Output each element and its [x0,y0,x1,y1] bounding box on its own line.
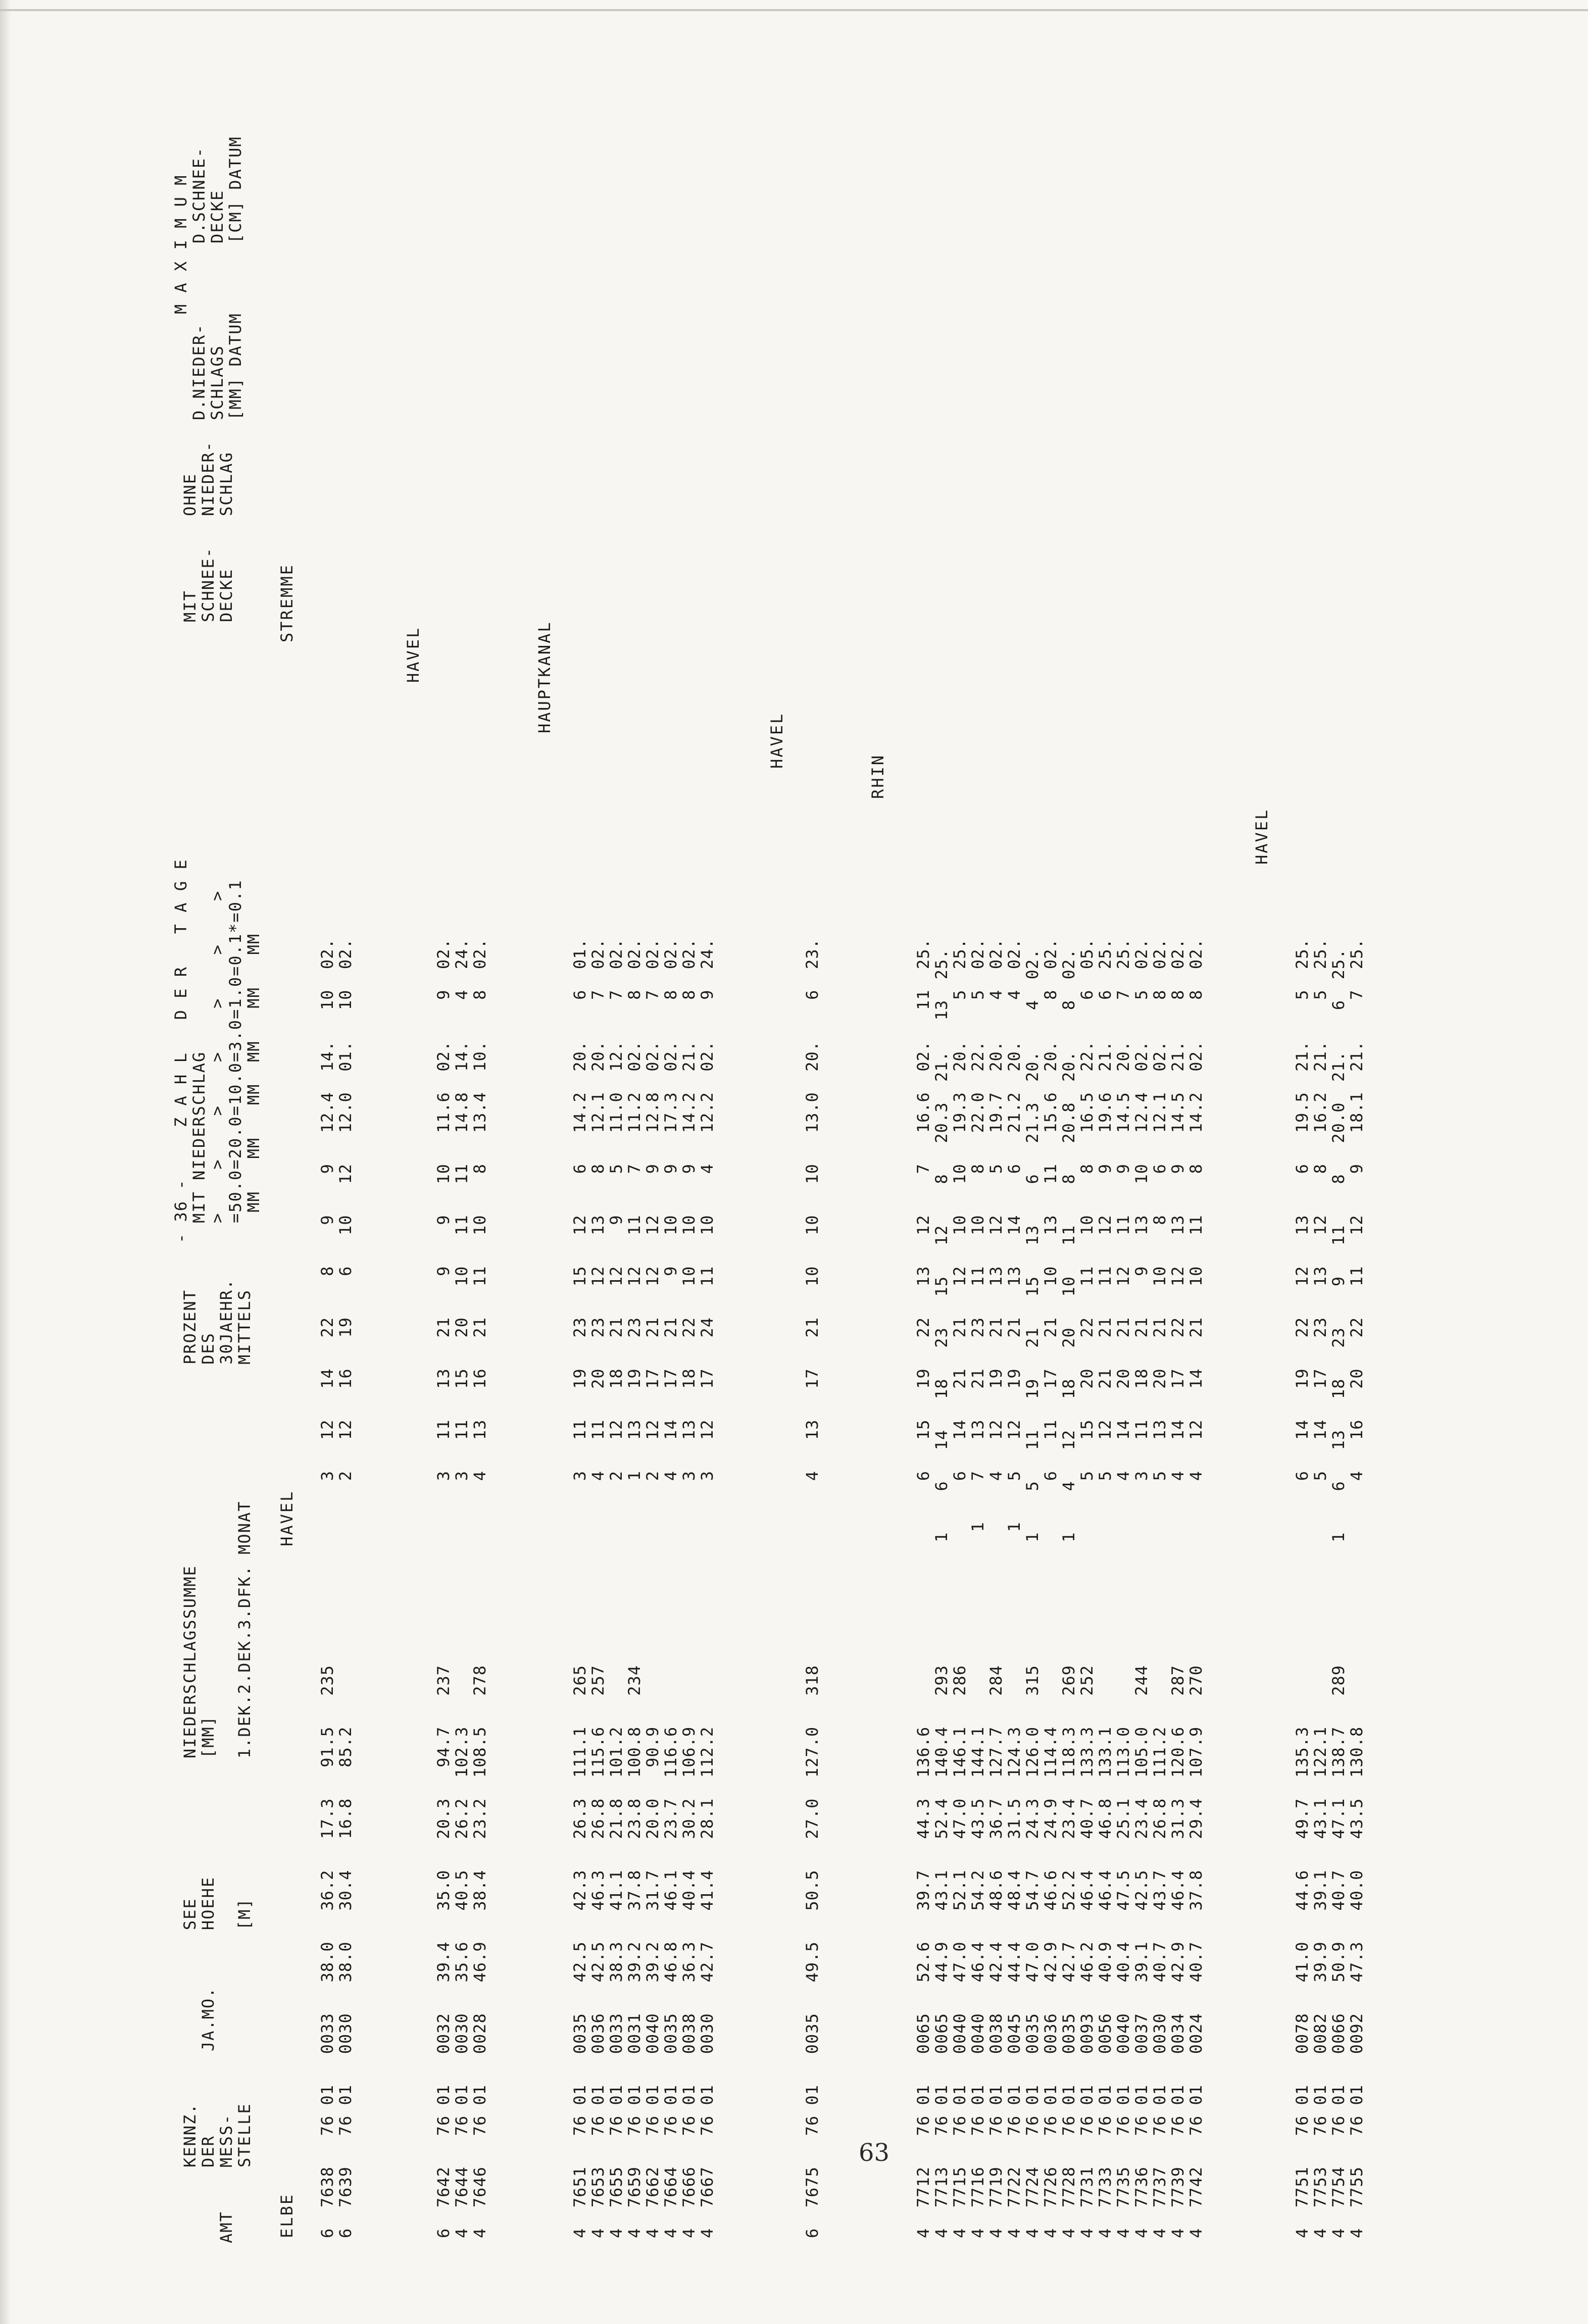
table-row: 4 7644 76 01 0030 35.6 40.5 26.2 102.3 3 11 15 20 10 11 11 14.8 14. 4 24. [452,938,471,2238]
table-row: 4 7735 76 01 0040 40.4 47.5 25.1 113.0 4 14 20 21 12 11 9 14.5 20. 7 25. [1114,938,1133,2238]
table-row: 4 7728 76 01 0035 42.7 52.2 23.4 118.3 269 1 4 12 18 20 10 11 8 20.8 20. 8 02. [1059,948,1078,2238]
table-row: 4 7722 76 01 0045 44.4 48.4 31.5 124.3 1 5 12 19 21 13 14 6 21.2 20. 4 02. [1005,938,1024,2238]
river-label-havel-1: HAVEL [277,1490,296,1546]
col-max-schnee: D.SCHNEE- DECKE [CM] DATUM [189,136,245,243]
col-niederschlag: NIEDERSCHLAGSSUMME [MM] 1.DEK.2.DEK.3.DFK. MONAT [180,1500,254,1758]
table-row: 4 7655 76 01 0033 38.3 41.1 21.8 101.2 2 12 18 21 12 9 5 11.0 12. 7 02. [607,938,626,2238]
table-row: 4 7755 76 01 0092 47.3 40.0 43.5 130.8 4 16 20 22 11 12 9 18.1 21. 7 25. [1347,938,1366,2238]
col-mit-schnee: MIT SCHNEE- DECKE [180,547,236,622]
table-row: 4 7739 76 01 0034 42.9 46.4 31.3 120.6 287 4 14 17 22 12 13 9 14.5 21. 8 02. [1168,938,1187,2238]
block-label-elbe: ELBE [277,2193,296,2238]
river-label-stremme: STREMME [277,564,296,642]
col-jamo: JA.MO. [199,1987,218,2051]
river-label-havel-4: HAVEL [1252,808,1271,865]
river-label-havel-2: HAVEL [404,626,423,683]
table-row: 4 7751 76 01 0078 41.0 44.6 49.7 135.3 6 14 19 22 12 13 6 19.5 21. 5 25. [1293,938,1312,2238]
table-row: 4 7754 76 01 0066 50.9 40.7 47.1 138.7 289 1 6 13 18 23 9 11 8 20.0 21. 6 25. [1329,948,1348,2238]
table-row: 4 7719 76 01 0038 42.4 48.6 36.7 127.7 284 4 12 19 21 13 12 5 19.7 20. 4 02. [986,938,1006,2238]
river-label-rhin: RHIN [868,753,887,799]
table-row: 4 7753 76 01 0082 39.9 39.1 43.1 122.1 5 14 17 23 13 12 8 16.2 21. 5 25. [1311,938,1330,2238]
table-row: 4 7724 76 01 0035 47.0 54.7 24.3 126.0 315 1 5 11 19 21 15 13 6 21.3 20. 4 02. [1023,948,1042,2238]
table-row: 4 7646 76 01 0028 46.9 38.4 23.2 108.5 278 4 13 16 21 11 10 8 13.4 10. 8 02. [470,938,489,2238]
table-row: 4 7731 76 01 0093 46.2 46.4 40.7 133.3 252 5 15 20 22 11 10 8 16.5 22. 6 05. [1077,938,1097,2238]
col-amt: AMT [217,2211,236,2243]
rotated-table [172,0,1485,2324]
col-see: SEE HOEHE [M] [180,1876,254,1930]
table-row: 4 7667 76 01 0030 42.7 41.4 28.1 112.2 3 12 17 24 11 10 4 12.2 02. 9 24. [698,938,717,2238]
table-row: 4 7666 76 01 0038 36.3 40.4 30.2 106.9 3 13 18 22 10 10 9 14.2 21. 8 02. [679,938,699,2238]
col-maximum: M A X I M U M [171,174,190,314]
col-mit-niederschlag: MIT NIEDERSCHLAG > > > > > > > =50.0=20.0=10.0=3.0=1.0=0.1*=0.1 MM MM MM MM MM MM [189,879,263,1223]
river-label-havel-3: HAVEL [767,712,786,769]
river-label-hauptkanal: HAUPTKANAL [535,621,554,733]
table-row: 4 7653 76 01 0036 42.5 46.3 26.8 115.6 257 4 11 20 23 12 13 8 12.1 20. 7 02. [588,938,608,2238]
col-max-niederschlag: D.NIEDER- SCHLAGS [MM] DATUM [189,313,245,420]
table-row: 6 7638 76 01 0033 38.0 36.2 17.3 91.5 235 3 12 14 22 8 9 9 12.4 14. 10 02. [318,938,337,2238]
table-row: 6 7639 76 01 0030 38.0 30.4 16.8 85.2 2 12 16 19 6 10 12 12.0 01. 10 02. [336,938,355,2238]
table-row: 4 7736 76 01 0037 39.1 42.5 23.4 105.0 244 3 11 18 21 9 13 10 12.4 02. 5 02. [1132,938,1151,2238]
page-header: - 36 - [171,1179,190,1243]
table-row: 4 7662 76 01 0040 39.2 31.7 20.0 90.9 2 12 17 21 12 12 9 12.8 02. 7 02. [643,938,662,2238]
scan-edge [0,0,11,2324]
table-row: 4 7742 76 01 0024 40.7 37.8 29.4 107.9 270 4 12 14 21 10 11 8 14.2 02. 8 02. [1186,938,1206,2238]
table-row: 4 7733 76 01 0056 40.9 46.4 46.8 133.1 5 12 21 21 11 12 9 19.6 21. 6 25. [1096,938,1115,2238]
table-row: 4 7712 76 01 0065 52.6 39.7 44.3 136.6 6 15 19 22 13 12 7 16.6 02. 11 25. [914,938,933,2238]
table-row: 4 7659 76 01 0031 39.2 37.8 23.8 100.8 234 1 13 19 23 12 11 7 11.2 02. 8 02. [625,938,644,2238]
col-kennz: KENNZ. DER MESS- STELLE [180,2103,254,2167]
col-prozent: PROZENT DES 30JAEHR. MITTELS [180,1278,254,1365]
page-number: 63 [859,2139,890,2167]
table-row: 4 7716 76 01 0040 46.4 54.2 43.5 144.1 1 7 13 21 23 11 10 8 22.0 22. 5 02. [968,938,987,2238]
table-row: 4 7737 76 01 0030 40.7 43.7 26.8 111.2 5 13 20 21 10 8 6 12.1 02. 8 02. [1150,938,1169,2238]
col-zahl-der-tage: Z A H L D E R T A G E [171,858,190,1127]
table-row: 4 7726 76 01 0036 42.9 46.6 24.9 114.4 6 11 17 21 10 13 11 15.6 20. 8 02. [1041,938,1060,2238]
table-row: 6 7675 76 01 0035 49.5 50.5 27.0 127.0 318 4 13 17 21 10 10 10 13.0 20. 6 23. [803,938,822,2238]
table-row: 6 7642 76 01 0032 39.4 35.0 20.3 94.7 237 3 11 13 21 9 9 10 11.6 02. 9 02. [434,938,453,2238]
table-row: 4 7651 76 01 0035 42.5 42.3 26.3 111.1 265 3 11 19 23 15 12 6 14.2 20. 6 01. [570,938,589,2238]
table-row: 4 7713 76 01 0065 44.9 43.1 52.4 140.4 293 1 6 14 18 23 15 12 8 20.3 21. 13 25. [932,948,951,2238]
table-row: 4 7715 76 01 0040 47.0 52.1 47.0 146.1 286 6 14 21 21 12 10 10 19.3 20. 5 25. [950,938,969,2238]
col-ohne: OHNE NIEDER- SCHLAG [180,441,236,516]
table-row: 4 7664 76 01 0035 46.8 46.1 23.7 116.6 4 14 17 21 9 10 9 17.3 02. 8 02. [661,938,680,2238]
